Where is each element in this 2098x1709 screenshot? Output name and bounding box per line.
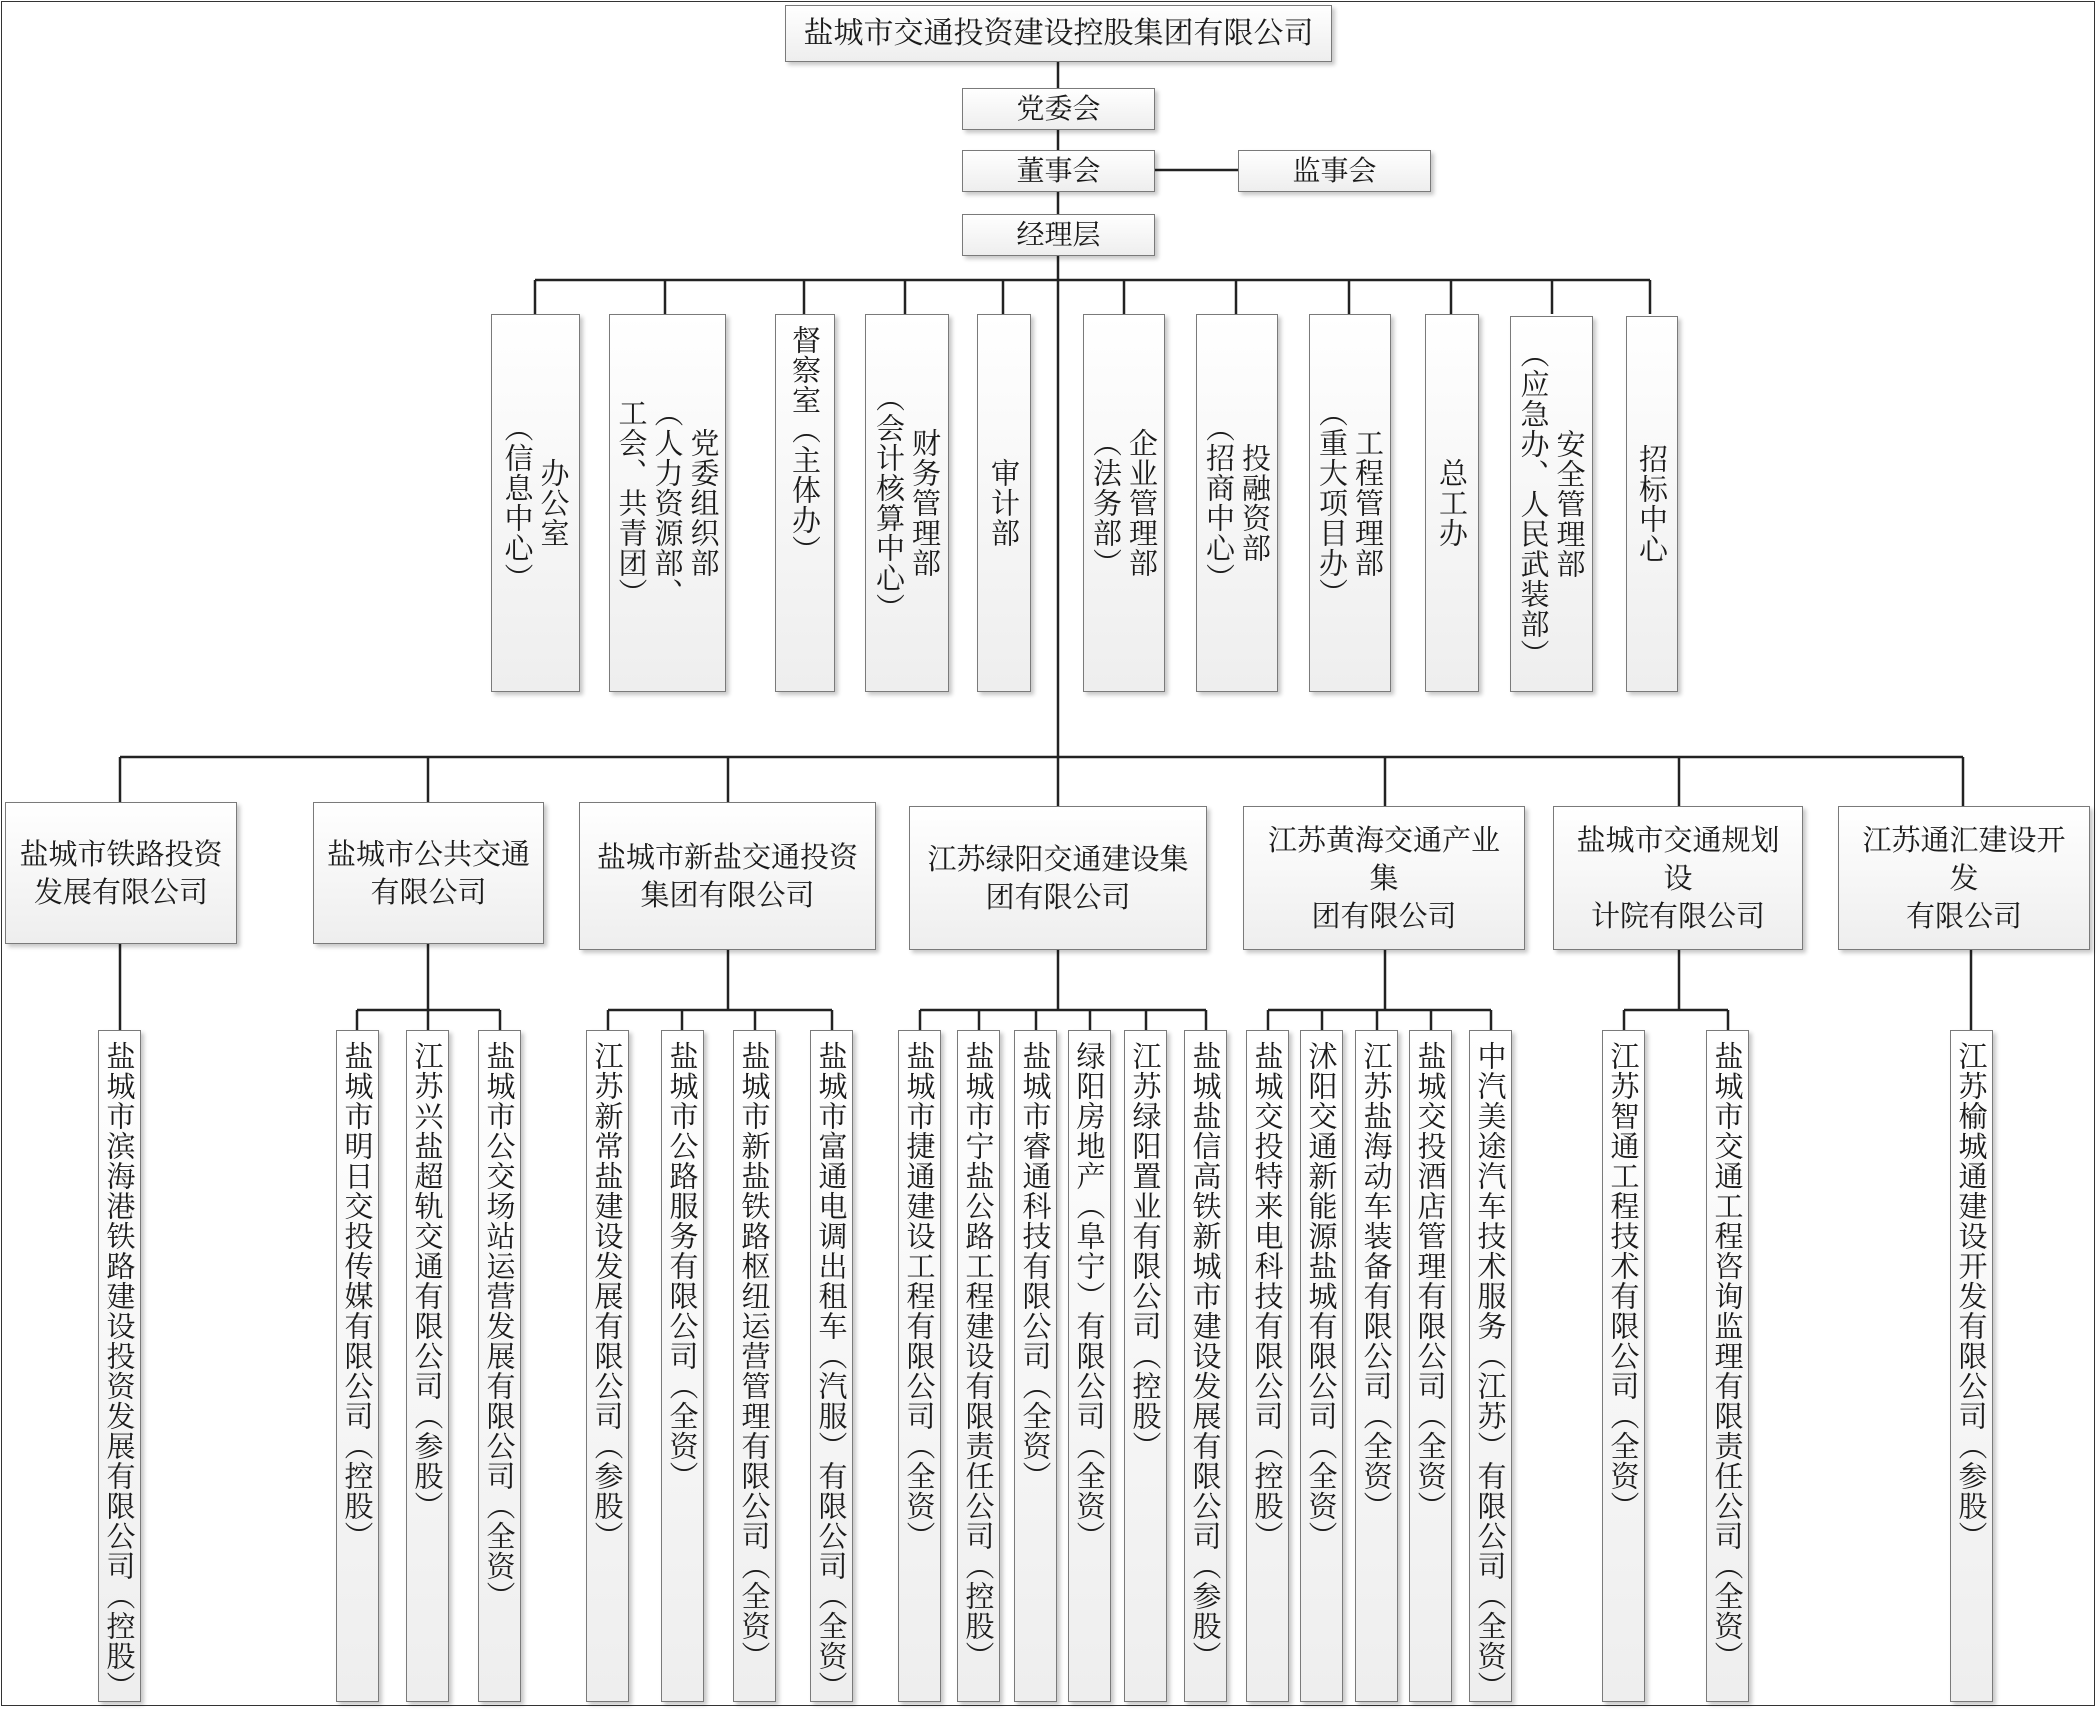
subsidiary-huanghai-industry: 江苏黄海交通产业集 团有限公司 <box>1243 806 1525 950</box>
department-enterprise-management: 企业管理部 （法务部） <box>1083 314 1165 692</box>
board-box: 董事会 <box>962 150 1155 192</box>
supervisors-box: 监事会 <box>1238 150 1431 192</box>
department-audit: 审计部 <box>977 314 1031 692</box>
department-chief-engineer: 总工办 <box>1425 314 1479 692</box>
company-lvyang-property: 江苏绿阳置业有限公司（控股） <box>1124 1030 1167 1702</box>
subsidiary-tonghui-development: 江苏通汇建设开发 有限公司 <box>1838 806 2090 950</box>
company-ningyan-highway: 盐城市宁盐公路工程建设有限责任公司（控股） <box>957 1030 1000 1702</box>
department-safety: 安全管理部 （应急办、人民武装部） <box>1510 316 1593 692</box>
company-highway-service: 盐城市公路服务有限公司（全资） <box>661 1030 704 1702</box>
company-zhitong-engineering: 江苏智通工程技术有限公司（全资） <box>1602 1030 1645 1702</box>
company-mingri-media: 盐城市明日交投传媒有限公司（控股） <box>336 1030 379 1702</box>
company-bus-station-operation: 盐城市公交场站运营发展有限公司（全资） <box>478 1030 521 1702</box>
department-inspection: 督察室（主体办） <box>775 314 835 692</box>
company-futong-taxi: 盐城市富通电调出租车（汽服）有限公司（全资） <box>810 1030 853 1702</box>
subsidiary-planning-design-institute: 盐城市交通规划设 计院有限公司 <box>1553 806 1803 950</box>
department-finance: 财务管理部 （会计核算中心） <box>865 314 949 692</box>
subsidiary-public-transit: 盐城市公共交通 有限公司 <box>313 802 544 944</box>
subsidiary-xinyan-transport: 盐城市新盐交通投资 集团有限公司 <box>579 802 876 950</box>
company-lvyang-real-estate: 绿阳房地产（阜宁）有限公司（全资） <box>1068 1030 1111 1702</box>
company-xingyan-rail: 江苏兴盐超轨交通有限公司（参股） <box>406 1030 449 1702</box>
company-shuyang-new-energy: 沭阳交通新能源盐城有限公司（全资） <box>1300 1030 1343 1702</box>
company-ruitong-technology: 盐城市睿通科技有限公司（全资） <box>1014 1030 1057 1702</box>
company-hotel-management: 盐城交投酒店管理有限公司（全资） <box>1409 1030 1452 1702</box>
company-xinyan-railway-hub: 盐城市新盐铁路枢纽运营管理有限公司（全资） <box>733 1030 776 1702</box>
department-office: 办公室 （信息中心） <box>491 314 580 692</box>
management-box: 经理层 <box>962 214 1155 256</box>
company-binhai-port-railway: 盐城市滨海港铁路建设投资发展有限公司（控股） <box>98 1030 141 1702</box>
company-xinchangyan-construction: 江苏新常盐建设发展有限公司（参股） <box>586 1030 629 1702</box>
company-engineering-consulting: 盐城市交通工程咨询监理有限责任公司（全资） <box>1706 1030 1749 1702</box>
department-bidding: 招标中心 <box>1626 316 1678 692</box>
company-teld-technology: 盐城交投特来电科技有限公司（控股） <box>1246 1030 1289 1702</box>
party-committee-box: 党委会 <box>962 88 1155 130</box>
subsidiary-railway-investment: 盐城市铁路投资 发展有限公司 <box>5 802 237 944</box>
company-jietong-engineering: 盐城市捷通建设工程有限公司（全资） <box>898 1030 941 1702</box>
company-yanhai-emu-equipment: 江苏盐海动车装备有限公司（全资） <box>1355 1030 1398 1702</box>
department-party-organization: 党委组织部 （人力资源部、 工会、共青团） <box>609 314 726 692</box>
department-investment-financing: 投融资部 （招商中心） <box>1196 314 1278 692</box>
company-meitu-auto-service: 中汽美途汽车技术服务（江苏）有限公司（全资） <box>1469 1030 1512 1702</box>
company-yanxin-hsr-new-town: 盐城盐信高铁新城市建设发展有限公司（参股） <box>1184 1030 1227 1702</box>
company-yucheng-development: 江苏榆城通建设开发有限公司（参股） <box>1950 1030 1993 1702</box>
department-engineering: 工程管理部 （重大项目办） <box>1309 314 1391 692</box>
subsidiary-lvyang-construction: 江苏绿阳交通建设集 团有限公司 <box>909 806 1207 950</box>
group-title-box: 盐城市交通投资建设控股集团有限公司 <box>785 5 1332 62</box>
